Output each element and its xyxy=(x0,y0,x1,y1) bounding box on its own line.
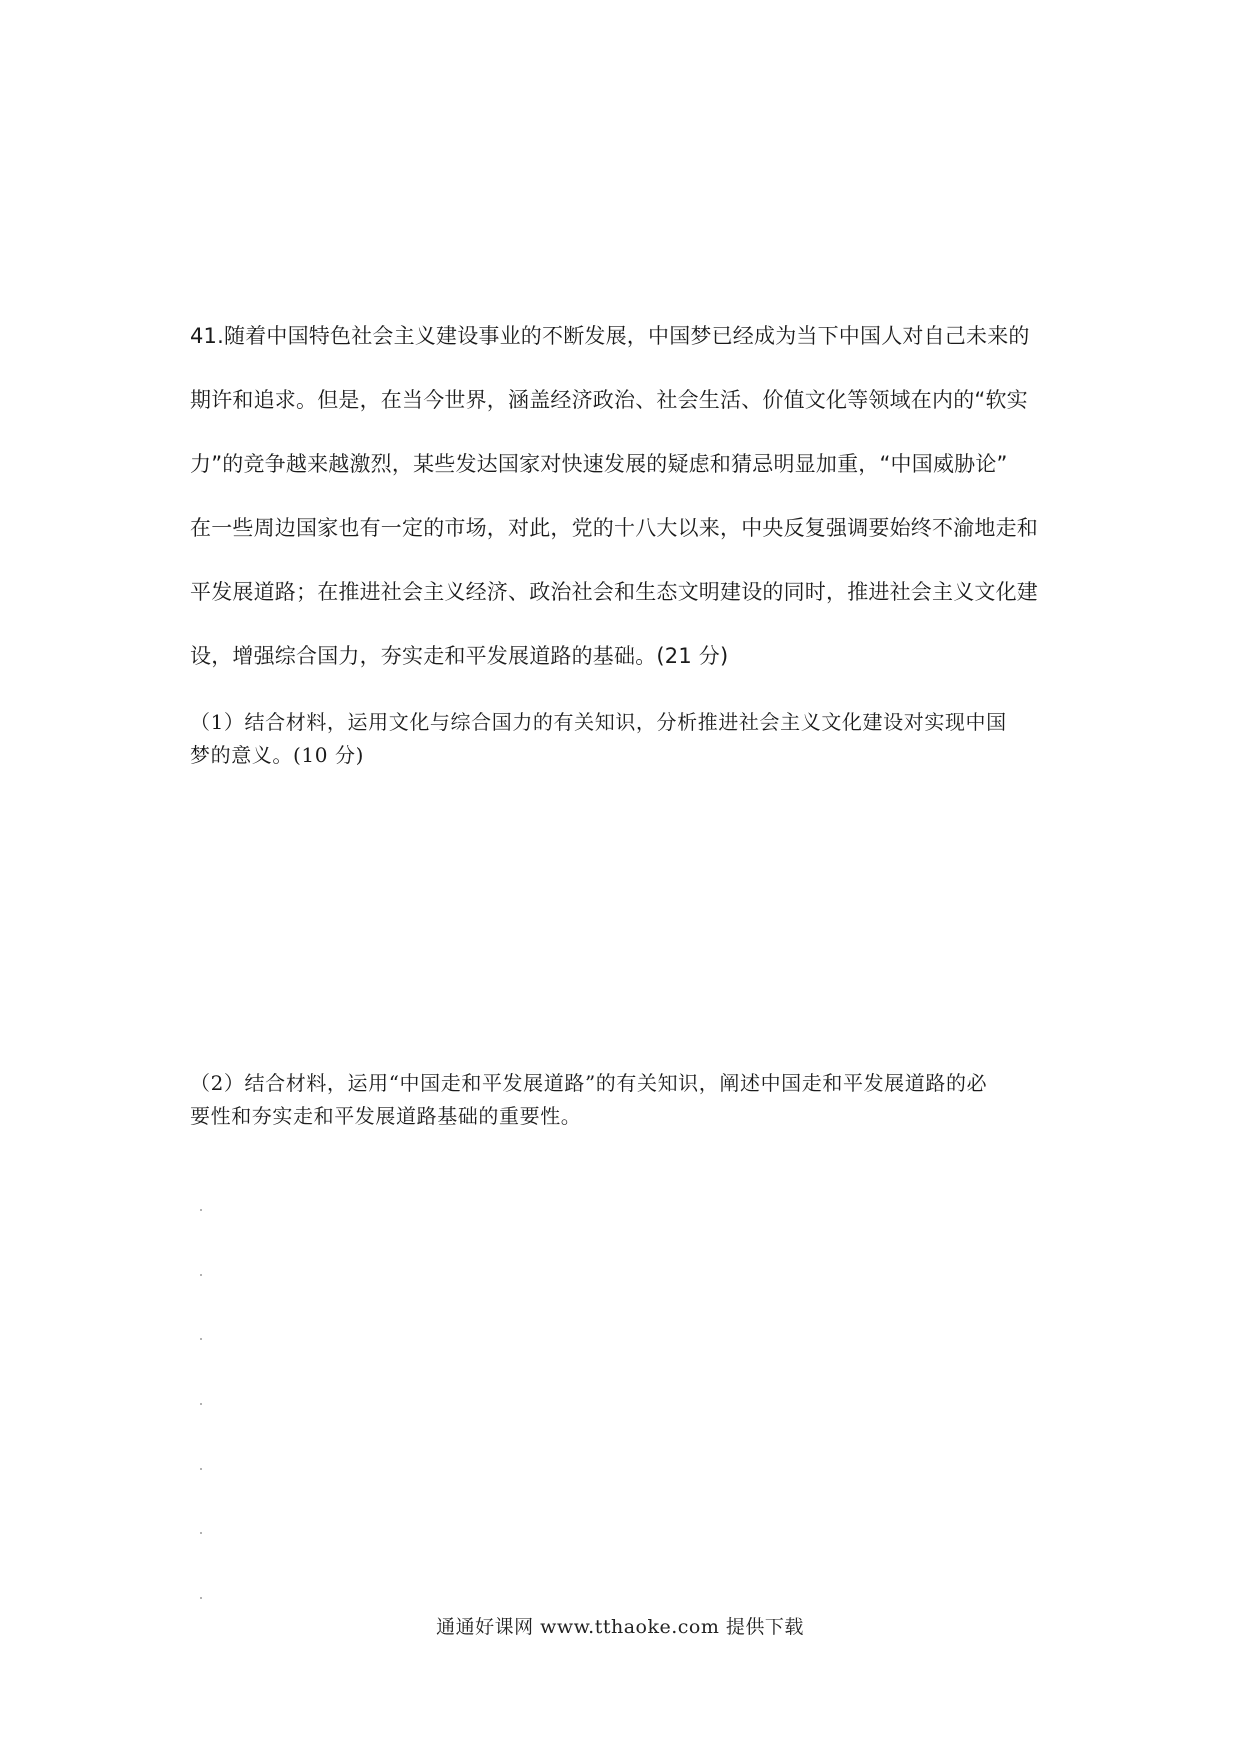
stem-line: 力”的竞争越来越激烈，某些发达国家对快速发展的疑虑和猜忌明显加重，“中国威胁论” xyxy=(190,452,1008,476)
sub-question-2-line: 要性和夯实走和平发展道路基础的重要性。 xyxy=(190,1104,582,1128)
stem-line: 设，增强综合国力，夯实走和平发展道路的基础。(21 分) xyxy=(190,644,729,668)
question-41-stem xyxy=(190,322,1060,680)
answer-line-mark xyxy=(200,1274,202,1276)
sub-question-2 xyxy=(190,1067,987,1133)
sub-question-1 xyxy=(190,706,1007,772)
answer-line-mark xyxy=(200,1532,202,1534)
answer-line-mark xyxy=(200,1468,202,1470)
sub-question-2-line: （2）结合材料，运用“中国走和平发展道路”的有关知识，阐述中国走和平发展道路的必 xyxy=(190,1071,988,1095)
stem-line: 期许和追求。但是，在当今世界，涵盖经济政治、社会生活、价值文化等领域在内的“软实 xyxy=(190,388,1028,412)
stem-line: 平发展道路；在推进社会主义经济、政治社会和生态文明建设的同时，推进社会主义文化建 xyxy=(190,580,1038,604)
sub-question-1-line: 梦的意义。(10 分) xyxy=(190,743,365,767)
footer-source-note: 通通好课网 www.tthaoke.com 提供下载 xyxy=(436,1616,804,1638)
stem-line: 41.随着中国特色社会主义建设事业的不断发展，中国梦已经成为当下中国人对自己未来的 xyxy=(190,324,1030,348)
answer-line-mark xyxy=(200,1403,202,1405)
answer-line-mark xyxy=(200,1597,202,1599)
answer-line-mark xyxy=(200,1338,202,1340)
answer-line-mark xyxy=(200,1209,202,1211)
stem-line: 在一些周边国家也有一定的市场，对此，党的十八大以来，中央反复强调要始终不渝地走和 xyxy=(190,516,1038,540)
sub-question-1-line: （1）结合材料，运用文化与综合国力的有关知识，分析推进社会主义文化建设对实现中国 xyxy=(190,710,1007,734)
